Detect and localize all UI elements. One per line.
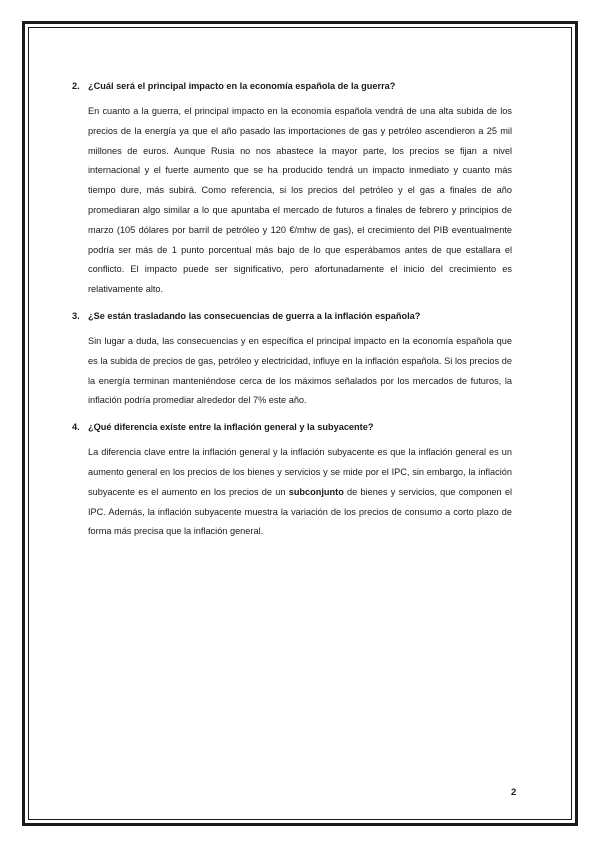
question-number: 4. [72, 422, 80, 433]
answer-paragraph: En cuanto a la guerra, el principal impacto en la economía española vendrá de una alta subida de los precios de la energía ya que el año pasado las importaciones de gas y petróleo ascendieron a 25 mil millones de euros. Aunque Rusia no nos abastece la mayor parte, los precios se fijan a nivel internacional y el fuerte aumento que se ha producido tendrá un impacto inmediato y cuanto más tiempo dure, más subirá. Como referencia, si los precios del petróleo y el gas a finales de año promediaran algo similar a lo que apuntaba el mercado de futuros a finales de febrero y principios de marzo (105 dólares por barril de petróleo y 120 €/mhw de gas), el crecimiento del PIB eventualmente podría ser más de 1 punto porcentual más bajo de lo que esperábamos antes de que estallara el conflicto. El impacto puede ser significativo, pero afortunadamente el inicio del crecimiento es relativamente alto. [88, 106, 512, 295]
answer-text-start: La diferencia clave entre la inflación general y la inflación subyacente es que la inflación general es un aumento general en los precios de los bienes y servicios y se mide por el IPC, sin embargo, la inflación subyacente es el aumento en los precios de un [88, 447, 512, 497]
answer-paragraph: Sin lugar a duda, las consecuencias y en específica el principal impacto en la economía española que es la subida de precios de gas, petróleo y electricidad, influye en la inflación española. Si los precios de la energía terminan manteniéndose cerca de los máximos señalados por los mercados de futuros, la inflación podría promediar alrededor del 7% este año. [88, 335, 512, 406]
section-4 [72, 421, 512, 542]
document-body [72, 80, 512, 552]
question-heading [72, 80, 512, 92]
section-3 [72, 310, 512, 411]
answer-text-end: de bienes y servicios, que componen el IPC. Además, la inflación subyacente muestra la variación de los precios de consumo a corto plazo de forma más precisa que la inflación general. [88, 486, 513, 537]
question-heading [72, 310, 512, 322]
section-2 [72, 80, 512, 300]
page-number: 2 [511, 787, 517, 798]
answer-bold-term: subconjunto [288, 486, 344, 497]
question-text: ¿Qué diferencia existe entre la inflación general y la subyacente? [88, 422, 374, 433]
question-number: 2. [72, 81, 80, 91]
question-number: 3. [72, 310, 80, 321]
question-text: ¿Se están trasladando las consecuencias de guerra a la inflación española? [88, 310, 421, 321]
question-heading [72, 421, 512, 433]
question-text: ¿Cuál será el principal impacto en la economía española de la guerra? [88, 81, 396, 91]
answer-paragraph [88, 443, 512, 542]
